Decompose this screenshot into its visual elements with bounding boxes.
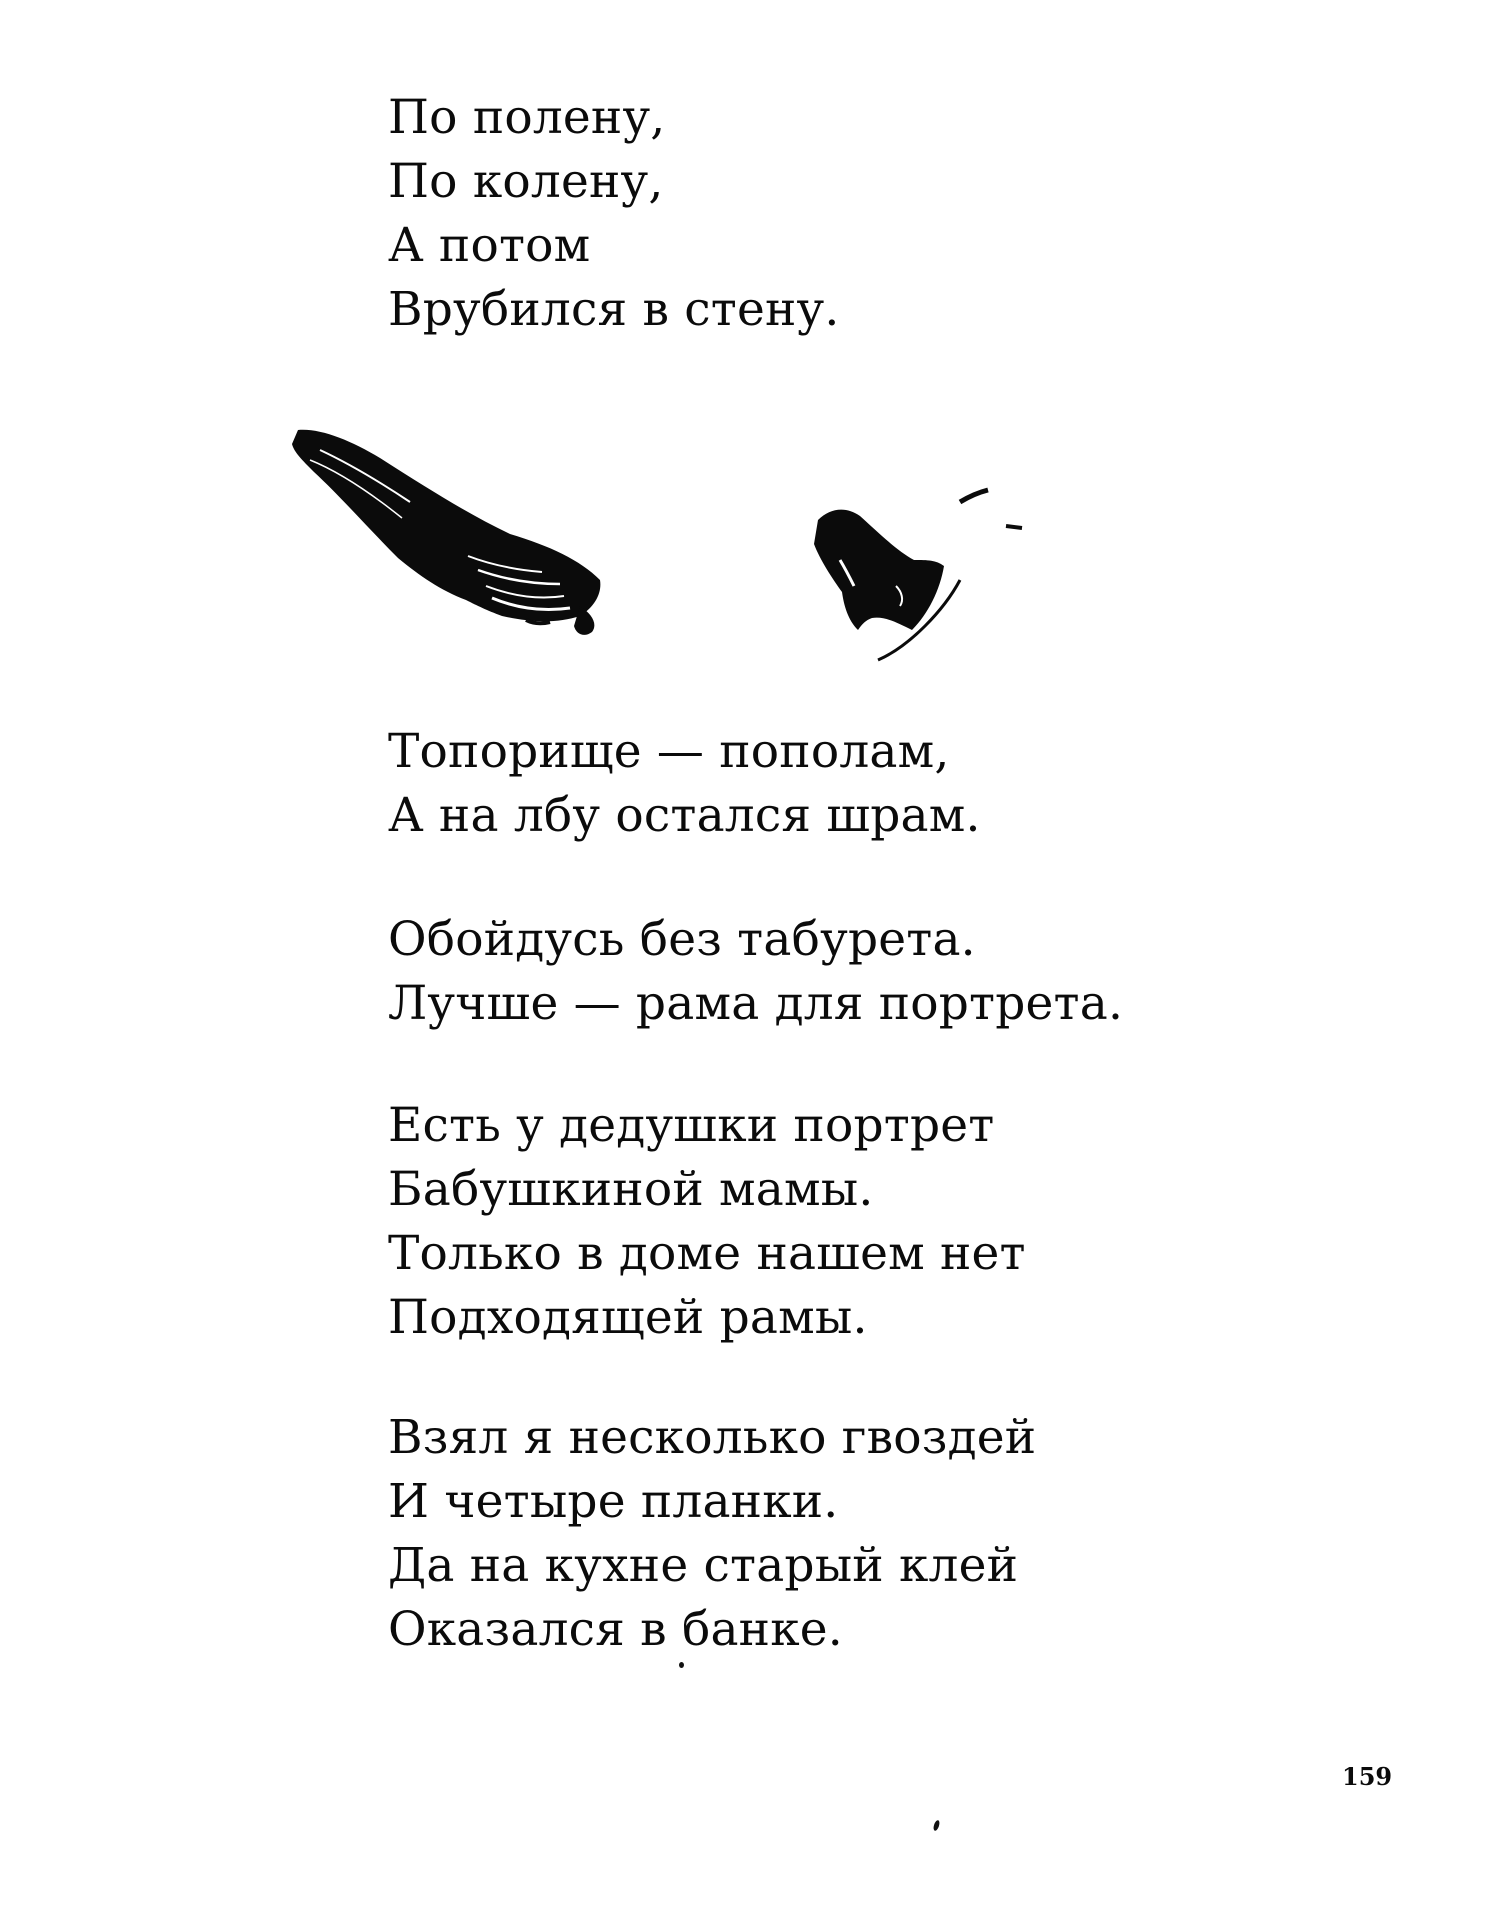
- poem-line: А потом: [388, 218, 591, 273]
- poem-stanza: [388, 86, 840, 342]
- poem-line: Только в доме нашем нет: [388, 1226, 1026, 1281]
- poem-line: Оказался в банке.: [388, 1602, 843, 1657]
- ink-speck: [679, 1662, 684, 1668]
- poem-line: Взял я несколько гвоздей: [388, 1410, 1037, 1465]
- ink-speck: [932, 1819, 940, 1831]
- poem-line: Да на кухне старый клей: [388, 1538, 1019, 1593]
- poem-line: По полену,: [388, 90, 666, 145]
- poem-line: Обойдусь без табурета.: [388, 912, 976, 967]
- poem-line: Бабушкиной мамы.: [388, 1162, 874, 1217]
- axe-head-icon: [814, 490, 1022, 660]
- poem-line: И четыре планки.: [388, 1474, 839, 1529]
- axe-handle-icon: [292, 430, 600, 635]
- poem-line: Лучше — рама для портрета.: [388, 976, 1124, 1031]
- poem-line: Топорище — пополам,: [388, 724, 950, 779]
- poem-stanza: [388, 1094, 1026, 1350]
- poem-line: По колену,: [388, 154, 664, 209]
- page-number: 159: [1342, 1762, 1393, 1791]
- poem-line: А на лбу остался шрам.: [388, 788, 981, 843]
- poem-line: Есть у дедушки портрет: [388, 1098, 995, 1153]
- poem-stanza: [388, 720, 981, 848]
- poem-stanza: [388, 1406, 1036, 1662]
- poem-stanza: [388, 908, 1123, 1036]
- poem-line: Подходящей рамы.: [388, 1290, 868, 1345]
- poem-line: Врубился в стену.: [388, 282, 840, 337]
- broken-axe-illustration: [280, 410, 1060, 710]
